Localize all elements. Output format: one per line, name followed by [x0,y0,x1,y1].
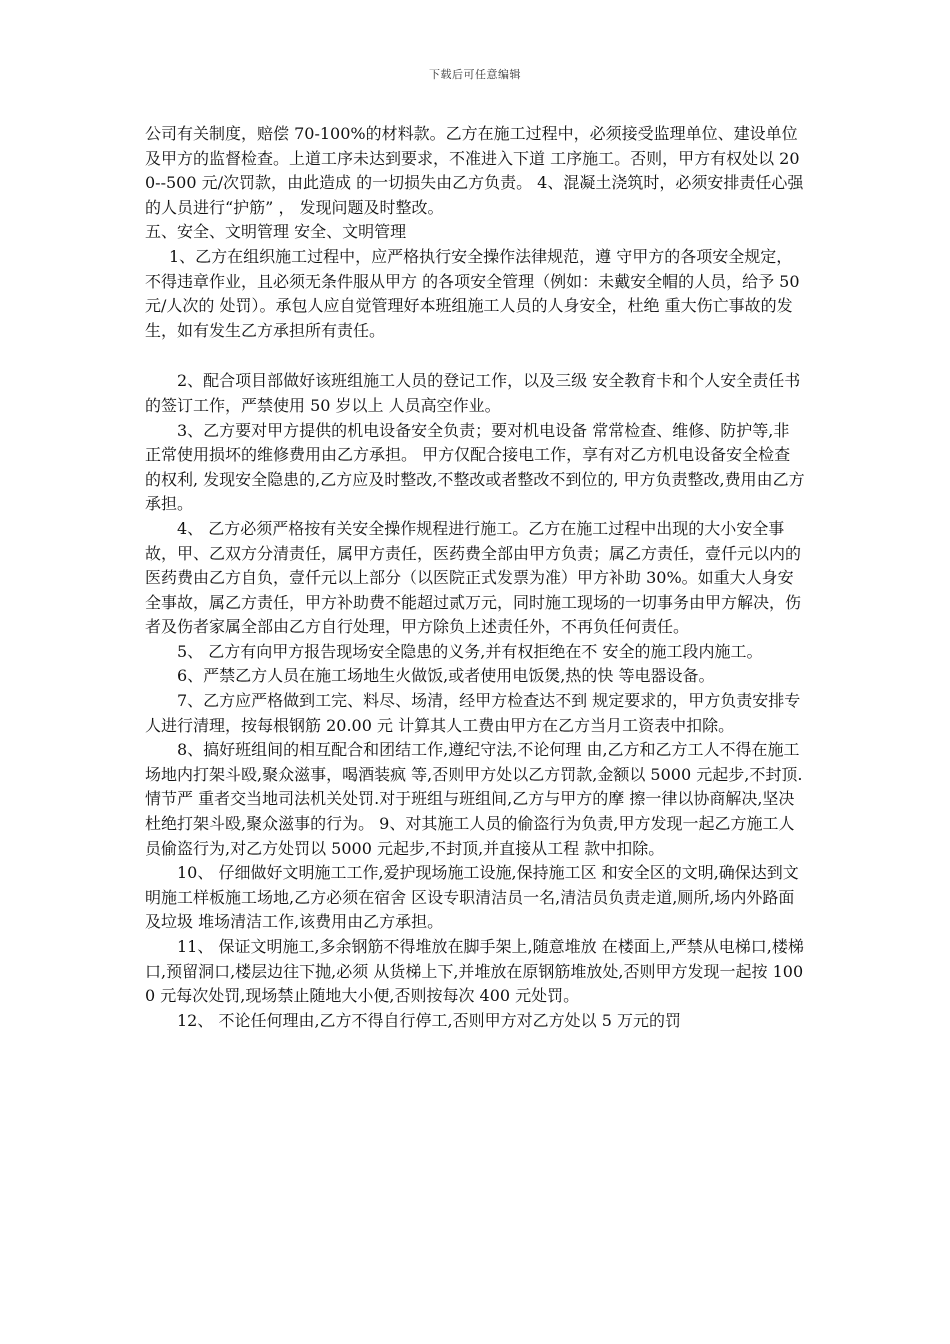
paragraph-clause-2: 2、配合项目部做好该班组施工人员的登记工作，以及三级 安全教育卡和个人安全责任书的签订工作，严禁使用 50 岁以上 人员高空作业。 [145,371,801,415]
paragraph-clause-1: 1、乙方在组织施工过程中，应严格执行安全操作法律规范，遵 守甲方的各项安全规定，不得违章作业，且必须无条件服从甲方 的各项安全管理（例如：未戴安全帽的人员，给予 50元/人次的 处罚）。承包人应自觉管理好本班组施工人员的人身安全，杜绝 重大伤亡事故的发生，如有发生乙方承担所有责任。 [145,246,800,340]
paragraph-clause-6: 6、严禁乙方人员在施工场地生火做饭,或者使用电饭煲,热的快 等电器设备。 [177,666,715,686]
paragraph-materials-penalty: 公司有关制度，赔偿 70-100%的材料款。乙方在施工过程中，必须接受监理单位、建设单位及甲方的监督检查。上道工序未达到要求，不准进入下道 工序施工。否则，甲方有权处以 200--500 元/次罚款，由此造成 的一切损失由乙方负责。 4、混凝土浇筑时，必须安排责任心强的人员进行“护筋” ， 发现问题及时整改。 [145,124,804,217]
paragraph-clause-4: 4、 乙方必须严格按有关安全操作规程进行施工。乙方在施工过程中出现的大小安全事故，甲、乙双方分清责任，属甲方责任，医药费全部由甲方负责；属乙方责任，壹仟元以内的医药费由乙方自负，壹仟元以上部分（以医院正式发票为准）甲方补助 30%。如重大人身安全事故，属乙方责任，甲方补助费不能超过贰万元，同时施工现场的一切事务由甲方解决，伤者及伤者家属全部由乙方自行处理，甲方除负上述责任外，不再负任何责任。 [145,518,802,637]
page-header: 下载后可任意编辑 [429,68,521,81]
document-body [145,122,805,1033]
blank-line [145,343,805,369]
paragraph-clause-11: 11、 保证文明施工,多余钢筋不得堆放在脚手架上,随意堆放 在楼面上,严禁从电梯口,楼梯口,预留洞口,楼层边往下抛,必须 从货梯上下,并堆放在原钢筋堆放处,否则甲方发现一起按 1000 元每次处罚,现场禁止随地大小便,否则按每次 400 元处罚。 [145,937,804,1006]
paragraph-clause-5: 5、 乙方有向甲方报告现场安全隐患的义务,并有权拒绝在不 安全的施工段内施工。 [177,641,763,661]
paragraph-clause-8-9: 8、搞好班组间的相互配合和团结工作,遵纪守法,不论何理 由,乙方和乙方工人不得在施工场地内打架斗殴,聚众滋事，喝酒装疯 等,否则甲方处以乙方罚款,金额以 5000 元起步,不封顶.情节严 重者交当地司法机关处罚.对于班组与班组间,乙方与甲方的摩 擦一律以协商解决,坚决杜绝打架斗殴,聚众滋事的行为。 9、对其施工人员的偷盗行为负责,甲方发现一起乙方施工人员偷盗行为,对乙方处罚以 5000 元起步,不封顶,并直接从工程 款中扣除。 [145,740,803,858]
section-heading-safety: 五、安全、文明管理 安全、文明管理 [145,222,407,242]
paragraph-clause-3: 3、乙方要对甲方提供的机电设备安全负责；要对机电设备 常常检查、维修、防护等,非正常使用损坏的维修费用由乙方承担。 甲方仅配合接电工作，享有对乙方机电设备安全检查的权利, 发现安全隐患的,乙方应及时整改,不整改或者整改不到位的, 甲方负责整改,费用由乙方承担。 [145,420,805,514]
paragraph-clause-7: 7、乙方应严格做到工完、料尽、场清，经甲方检查达不到 规定要求的，甲方负责安排专人进行清理，按每根钢筋 20.00 元 计算其人工费由甲方在乙方当月工资表中扣除。 [145,691,801,735]
paragraph-clause-10: 10、 仔细做好文明施工工作,爱护现场施工设施,保持施工区 和安全区的文明,确保达到文明施工样板施工场地,乙方必须在宿舍 区设专职清洁员一名,清洁员负责走道,厕所,场内外路面及垃圾 堆场清洁工作,该费用由乙方承担。 [145,863,799,932]
paragraph-clause-12: 12、 不论任何理由,乙方不得自行停工,否则甲方对乙方处以 5 万元的罚 [177,1010,681,1030]
